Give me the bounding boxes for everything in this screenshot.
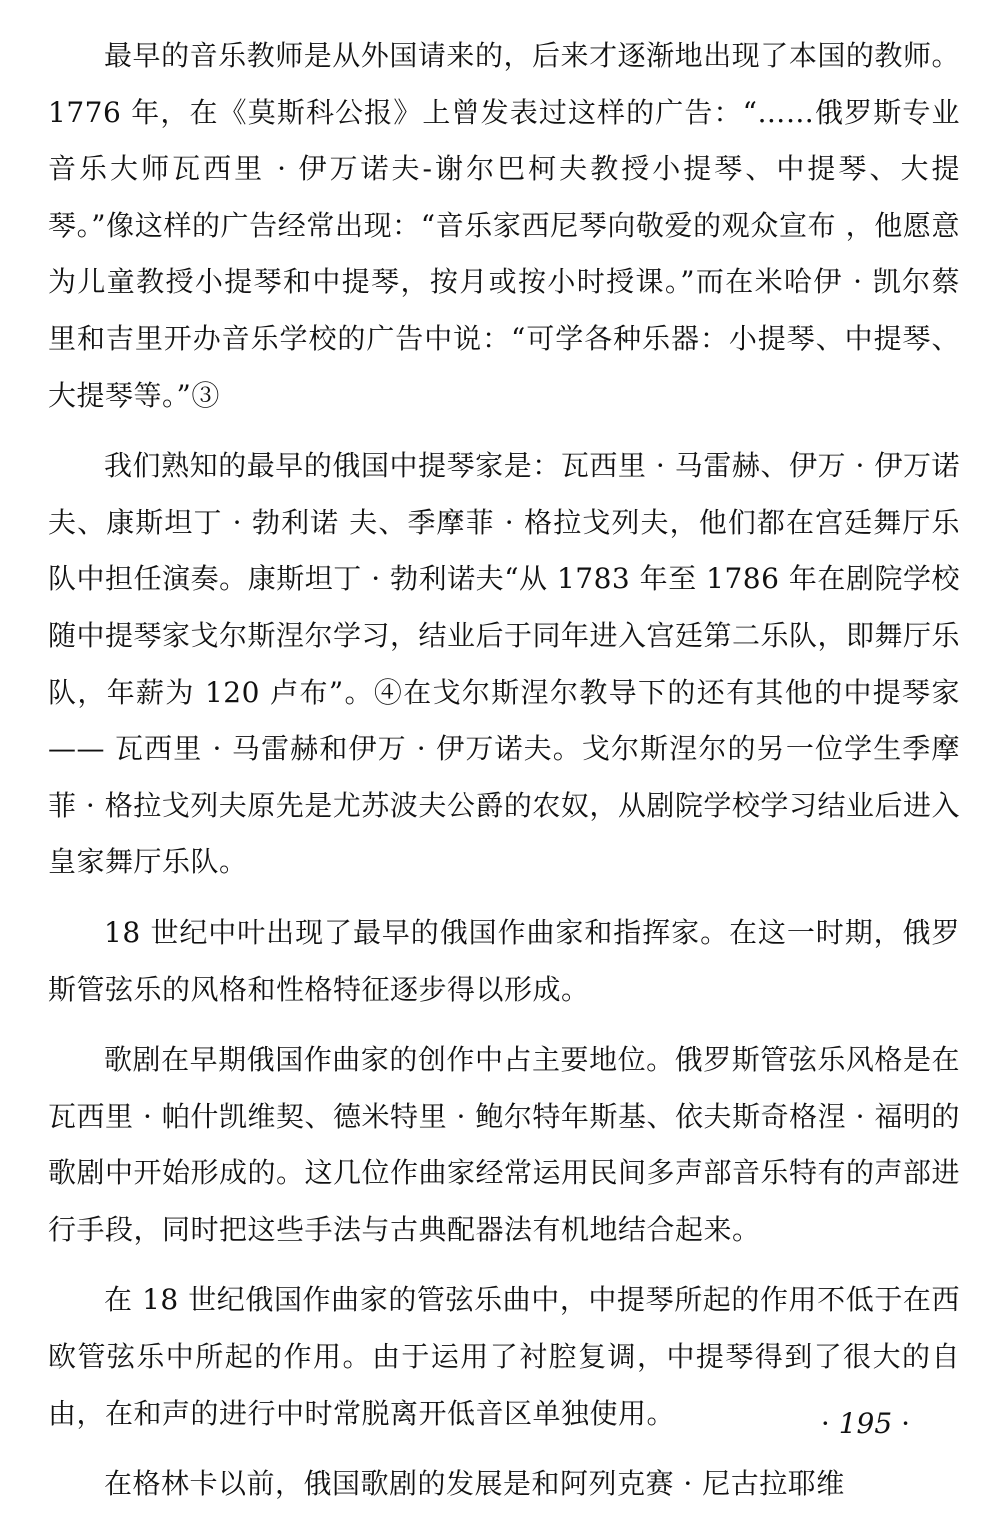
paragraph-18th-century-composers: 18 世纪中叶出现了最早的俄国作曲家和指挥家。在这一时期，俄罗斯管弦乐的风格和性格特征逐步得以形成。 (48, 915, 960, 1006)
folio-dot-right: · (901, 1407, 910, 1440)
folio-dot-left: · (820, 1407, 830, 1440)
paragraph-earliest-violists: 我们熟知的最早的俄国中提琴家是：瓦西里 · 马雷赫、伊万 · 伊万诺 夫、康斯坦丁 · 勃利诺 夫、季摩菲 · 格拉戈列夫，他们都在宫廷舞厅乐队中担任演奏。康斯坦丁 · 勃利诺夫“从 1783 年至 1786 年在剧院学校随中提琴家戈尔斯涅尔学习，结业后于同年进入宫廷第二乐队，即舞厅乐队，年薪为 120 卢布”。④在戈尔斯涅尔教导下的还有其他的中提琴家—— 瓦西里 · 马雷赫和伊万 · 伊万诺夫。戈尔斯涅尔的另一位学生季摩菲 · 格拉戈列夫原先是尤苏波夫公爵的农奴，从剧院学校学习结业后进入皇家舞厅乐队。 (48, 449, 961, 879)
paragraph-early-music-teachers: 最早的音乐教师是从外国请来的，后来才逐渐地出现了本国的教师。1776 年，在《莫斯科公报》上曾发表过这样的广告：“……俄罗斯专业音乐大师瓦西里 · 伊万诺夫-谢尔巴柯夫教授小提琴、中提琴、大提琴。”像这样的广告经常出现：“音乐家西尼琴向敬爱的观众宣布 ，他愿意为儿童教授小提琴和中提琴，按月或按小时授课。”而在米哈伊 · 凯尔蔡里和吉里开办音乐学校的广告中说：“可学各种乐器：小提琴、中提琴、大提琴等。”③ (48, 39, 960, 412)
paragraph-viola-role: 在 18 世纪俄国作曲家的管弦乐曲中，中提琴所起的作用不低于在西欧管弦乐中所起的作用。由于运用了衬腔复调，中提琴得到了很大的自由，在和声的进行中时常脱离开低音区单独使用。 (48, 1283, 960, 1430)
page-number (821, 1406, 910, 1442)
paragraph-before-glinka: 在格林卡以前，俄国歌剧的发展是和阿列克赛 · 尼古拉耶维 (104, 1467, 845, 1501)
paragraph-opera-orchestral-style: 歌剧在早期俄国作曲家的创作中占主要地位。俄罗斯管弦乐风格是在瓦西里 · 帕什凯维契、德米特里 · 鲍尔特年斯基、依夫斯奇格涅 · 福明的歌剧中开始形成的。这几位作曲家经常运用民间多声部音乐特有的声部进行手段，同时把这些手法与古典配器法有机地结合起来。 (48, 1043, 961, 1246)
page-number-value: 195 (838, 1407, 893, 1440)
